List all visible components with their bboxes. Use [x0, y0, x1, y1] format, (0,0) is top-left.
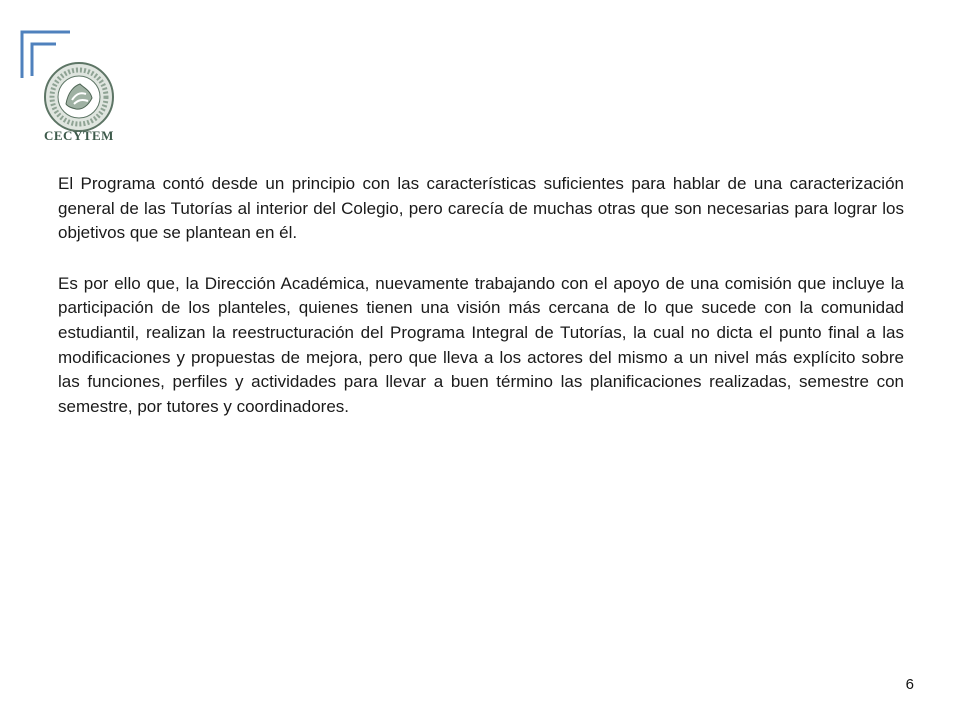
logo-text: CECYTEM [44, 128, 114, 143]
page-number: 6 [905, 676, 914, 693]
paragraph-2: Es por ello que, la Dirección Académica, nuevamente trabajando con el apoyo de una comisión que incluye la participación de los planteles, quienes tienen una visión más cercana de lo que sucede con la comunidad estudiantil, realizan la reestructuración del Programa Integral de Tutorías, la cual no dicta el punto final a las modificaciones y propuestas de mejora, pero que lleva a los actores del mismo a un nivel más explícito sobre las funciones, perfiles y actividades para llevar a buen término las planificaciones realizadas, semestre con semestre, por tutores y coordinadores. [58, 273, 904, 416]
body-text [58, 172, 904, 445]
paragraph-1: El Programa contó desde un principio con las características suficientes para hablar de una caracterización general de las Tutorías al interior del Colegio, pero carecía de muchas otras que son necesarias para lograr los objetivos que se plantean en él. [58, 174, 904, 243]
